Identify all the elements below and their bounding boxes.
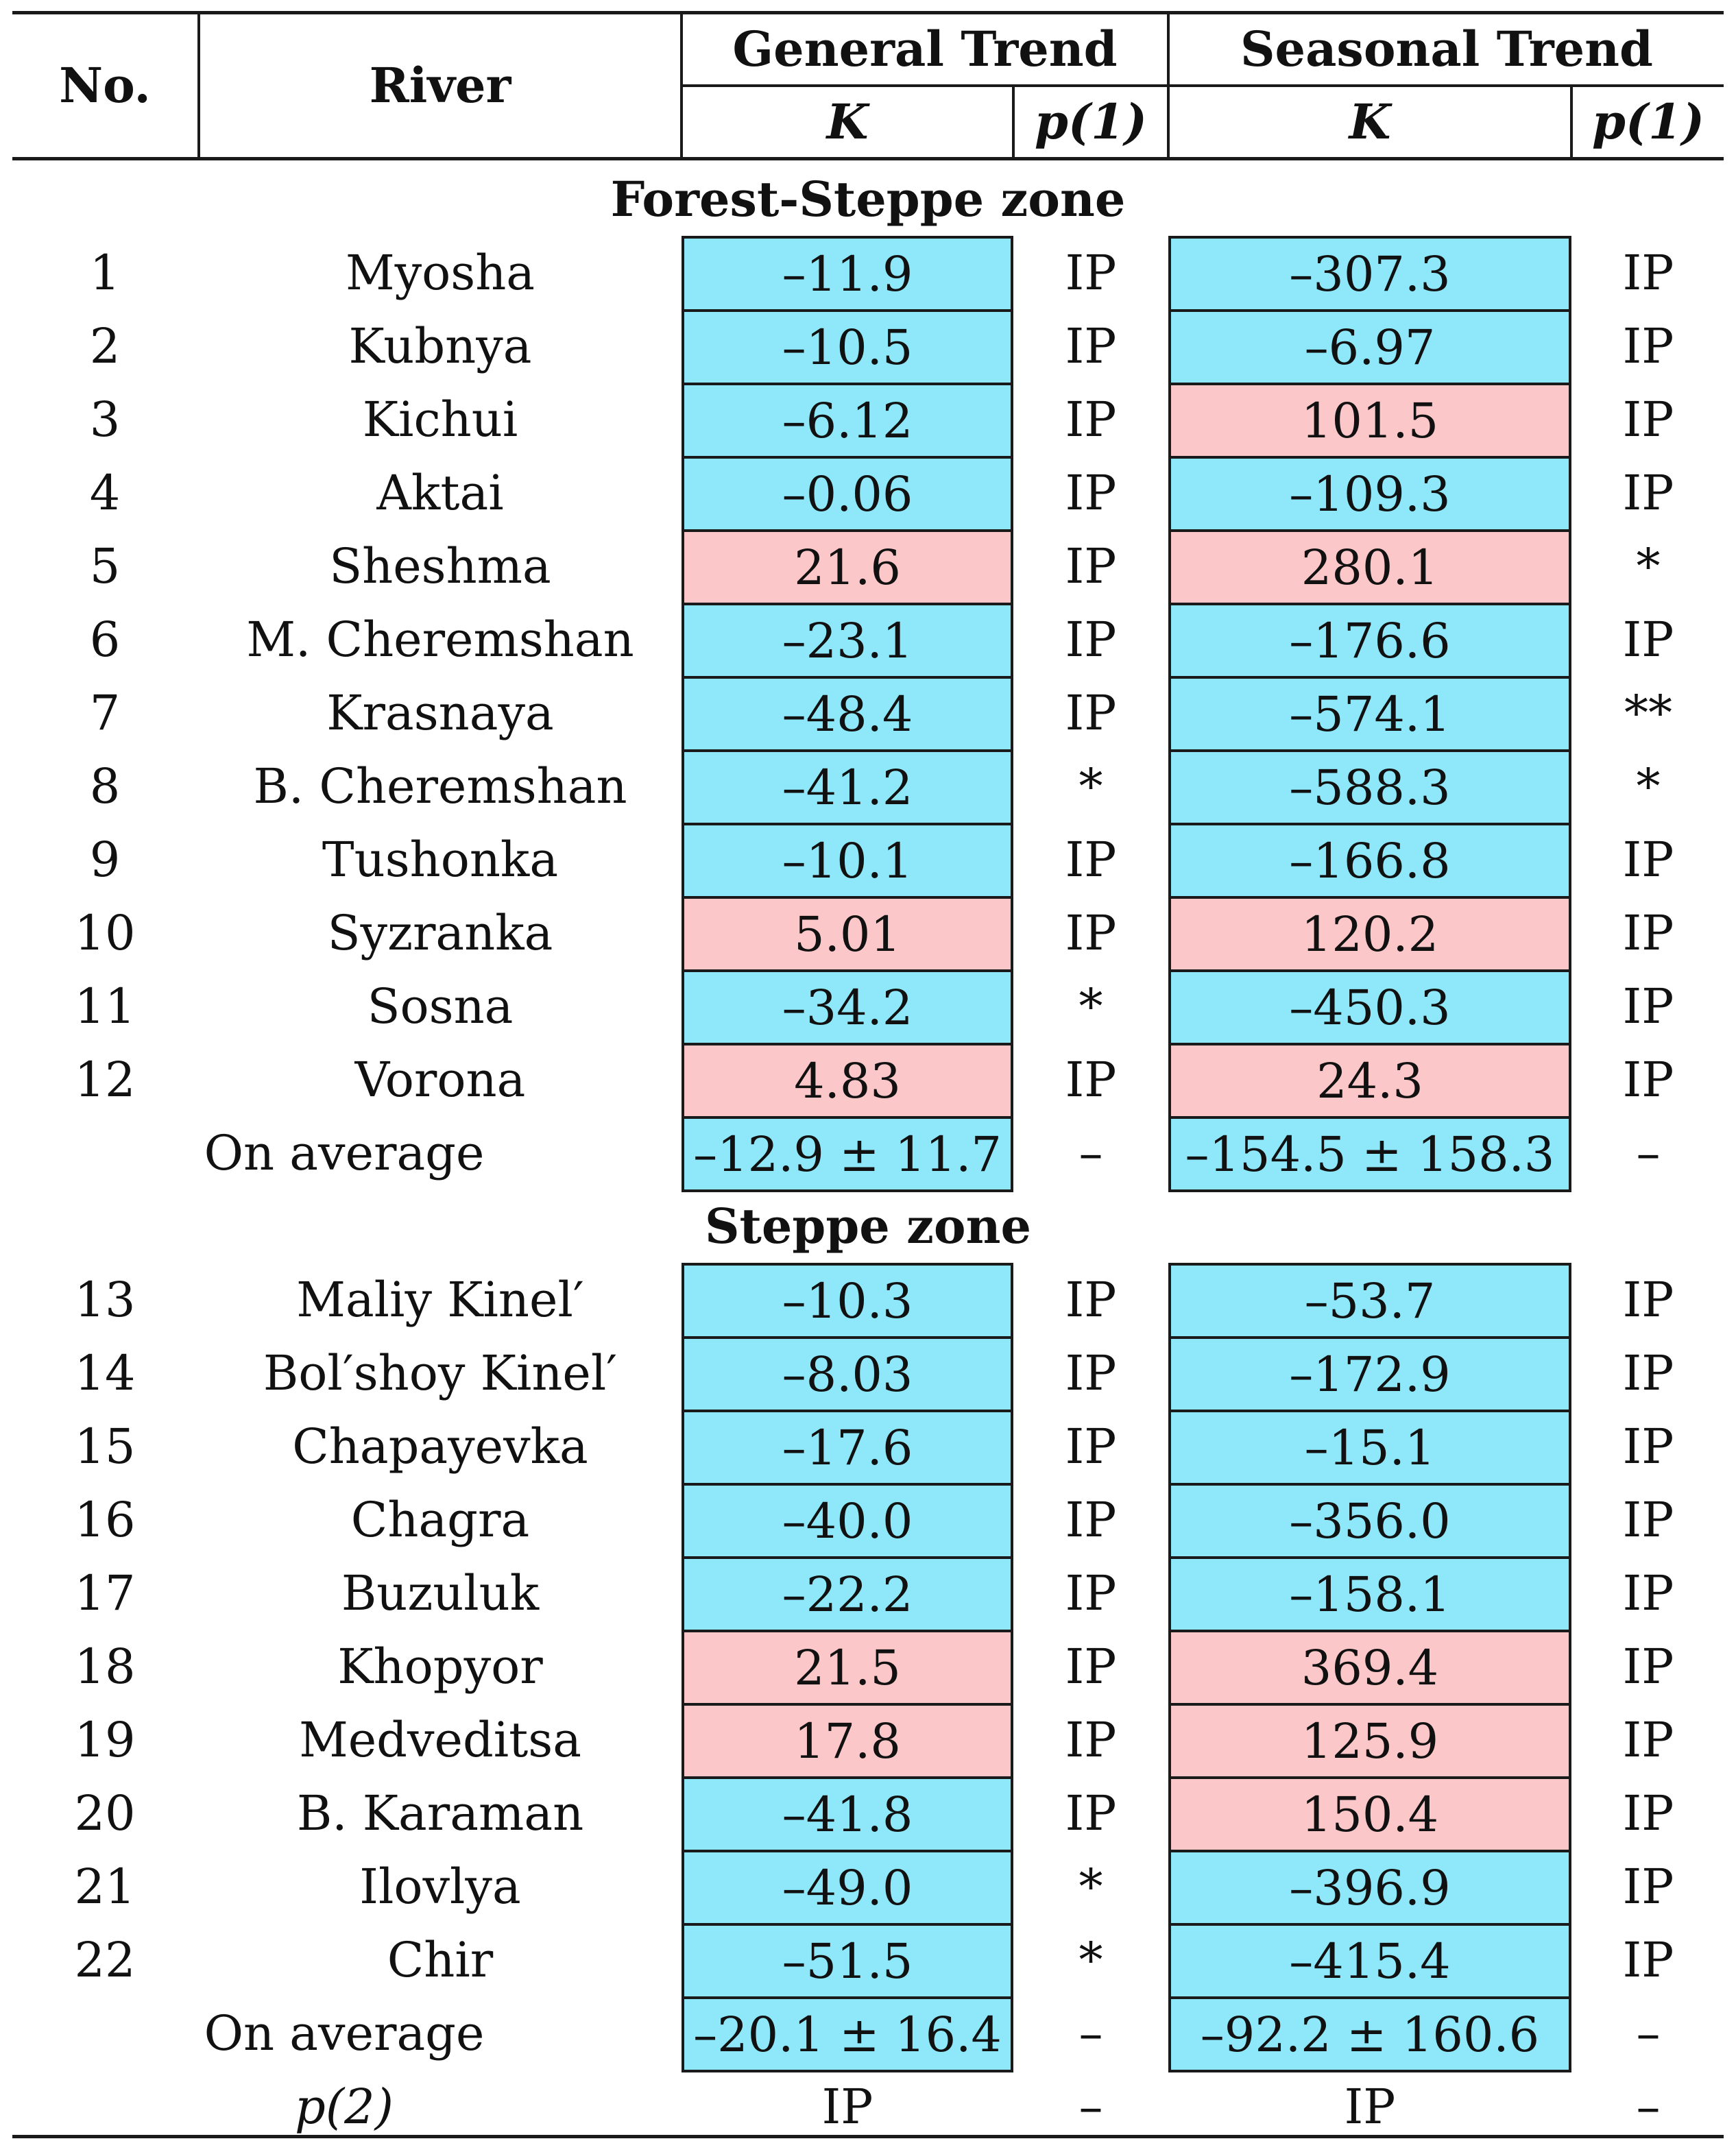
seasonal-p1-value: IP xyxy=(1622,464,1674,521)
seasonal-p1-value: IP xyxy=(1622,1491,1674,1548)
river-name: Sosna xyxy=(367,978,514,1035)
row-number: 13 xyxy=(74,1271,136,1328)
seasonal-p1-value: IP xyxy=(1622,317,1674,374)
row-number: 22 xyxy=(74,1931,136,1988)
row-number: 11 xyxy=(74,978,136,1035)
seasonal-p1-value: IP xyxy=(1622,1418,1674,1475)
seasonal-k-value: –396.9 xyxy=(1168,1850,1571,1926)
seasonal-k-value: 24.3 xyxy=(1168,1043,1571,1119)
zone-title: Forest-Steppe zone xyxy=(610,171,1126,228)
seasonal-k-value: –307.3 xyxy=(1168,236,1571,312)
footer-seasonal-k: IP xyxy=(1344,2078,1396,2135)
row-number: 21 xyxy=(74,1858,136,1915)
general-k-value: 17.8 xyxy=(682,1703,1013,1779)
general-k-value: –23.1 xyxy=(682,603,1013,679)
seasonal-k-value: –53.7 xyxy=(1168,1263,1571,1339)
river-name: Medveditsa xyxy=(299,1711,581,1768)
seasonal-p1-value: IP xyxy=(1622,1271,1674,1328)
river-name: Chagra xyxy=(350,1491,530,1548)
seasonal-k-value: –172.9 xyxy=(1168,1336,1571,1412)
bottom-rule xyxy=(12,2135,1724,2138)
river-name: Khopyor xyxy=(337,1638,543,1695)
seasonal-p1-value: IP xyxy=(1622,1858,1674,1915)
general-k-value: –17.6 xyxy=(682,1410,1013,1486)
header-river: River xyxy=(369,57,511,114)
footer-p2-label: p(2) xyxy=(295,2078,394,2135)
seasonal-p1-value: IP xyxy=(1622,831,1674,888)
header-seasonal-trend: Seasonal Trend xyxy=(1240,21,1653,77)
general-p1-value: IP xyxy=(1065,1564,1117,1621)
seasonal-p1-value: IP xyxy=(1622,1711,1674,1768)
river-name: Aktai xyxy=(376,464,504,521)
zone-title: Steppe zone xyxy=(704,1198,1032,1255)
river-name: Chapayevka xyxy=(292,1418,588,1475)
river-name: Buzuluk xyxy=(341,1564,540,1621)
seasonal-p1-value: IP xyxy=(1622,1344,1674,1401)
general-p1-value: IP xyxy=(1065,1785,1117,1841)
seasonal-p1-value: IP xyxy=(1622,244,1674,301)
header-seasonal-p1: p(1) xyxy=(1592,93,1704,150)
general-p1-value: * xyxy=(1078,1858,1103,1915)
general-p1-value: IP xyxy=(1065,831,1117,888)
row-number: 1 xyxy=(89,244,121,301)
general-k-value: –22.2 xyxy=(682,1556,1013,1632)
general-k-value: –49.0 xyxy=(682,1850,1013,1926)
river-name: Ilovlya xyxy=(359,1858,521,1915)
seasonal-k-value: 280.1 xyxy=(1168,529,1571,605)
general-p1-value: IP xyxy=(1065,317,1117,374)
row-number: 15 xyxy=(74,1418,136,1475)
general-k-value: –10.5 xyxy=(682,309,1013,385)
seasonal-k-value: –176.6 xyxy=(1168,603,1571,679)
general-p1-value: IP xyxy=(1065,1418,1117,1475)
seasonal-p1-value: IP xyxy=(1622,1931,1674,1988)
seasonal-p1-value: * xyxy=(1636,758,1661,814)
seasonal-k-value: 120.2 xyxy=(1168,896,1571,972)
general-p1-value: * xyxy=(1078,978,1103,1035)
general-p1-value: IP xyxy=(1065,1271,1117,1328)
seasonal-k-value: –6.97 xyxy=(1168,309,1571,385)
general-p1-value: IP xyxy=(1065,391,1117,448)
row-number: 10 xyxy=(74,904,136,961)
general-k-value: –41.2 xyxy=(682,749,1013,825)
general-p1-average: – xyxy=(1078,2005,1103,2062)
seasonal-k-value: –450.3 xyxy=(1168,969,1571,1045)
general-k-value: 5.01 xyxy=(682,896,1013,972)
seasonal-k-value: –166.8 xyxy=(1168,823,1571,899)
general-p1-value: IP xyxy=(1065,244,1117,301)
general-p1-value: * xyxy=(1078,758,1103,814)
river-name: Vorona xyxy=(354,1051,526,1108)
seasonal-p1-value: ** xyxy=(1624,684,1672,741)
row-number: 12 xyxy=(74,1051,136,1108)
river-name: Tushonka xyxy=(322,831,559,888)
river-name: Syzranka xyxy=(327,904,553,961)
seasonal-k-value: –158.1 xyxy=(1168,1556,1571,1632)
header-general-trend: General Trend xyxy=(732,21,1118,77)
footer-general-p1: – xyxy=(1078,2078,1103,2135)
general-k-value: –10.3 xyxy=(682,1263,1013,1339)
general-p1-average: – xyxy=(1078,1124,1103,1181)
row-number: 5 xyxy=(89,537,121,594)
general-k-value: –10.1 xyxy=(682,823,1013,899)
general-k-value: –8.03 xyxy=(682,1336,1013,1412)
row-number: 18 xyxy=(74,1638,136,1695)
row-number: 9 xyxy=(89,831,121,888)
general-p1-value: IP xyxy=(1065,464,1117,521)
seasonal-p1-value: IP xyxy=(1622,391,1674,448)
river-name: Myosha xyxy=(345,244,535,301)
row-number: 3 xyxy=(89,391,121,448)
general-k-average: –20.1 ± 16.4 xyxy=(682,1996,1013,2072)
general-k-value: 4.83 xyxy=(682,1043,1013,1119)
general-k-value: 21.6 xyxy=(682,529,1013,605)
general-k-average: –12.9 ± 11.7 xyxy=(682,1116,1013,1192)
river-name: Krasnaya xyxy=(326,684,554,741)
row-number: 16 xyxy=(74,1491,136,1548)
general-p1-value: IP xyxy=(1065,1344,1117,1401)
general-k-value: –11.9 xyxy=(682,236,1013,312)
general-p1-value: IP xyxy=(1065,684,1117,741)
river-name: B. Cheremshan xyxy=(253,758,627,814)
row-number: 17 xyxy=(74,1564,136,1621)
average-label: On average xyxy=(204,2005,485,2062)
row-number: 2 xyxy=(89,317,121,374)
river-name: Kichui xyxy=(362,391,518,448)
header-general-k: K xyxy=(826,93,869,150)
header-no: No. xyxy=(59,57,151,114)
seasonal-k-value: –15.1 xyxy=(1168,1410,1571,1486)
general-p1-value: IP xyxy=(1065,611,1117,668)
river-name: M. Cheremshan xyxy=(246,611,634,668)
river-name: Sheshma xyxy=(329,537,551,594)
footer-seasonal-p1: – xyxy=(1636,2078,1661,2135)
seasonal-k-average: –154.5 ± 158.3 xyxy=(1168,1116,1571,1192)
seasonal-p1-value: IP xyxy=(1622,978,1674,1035)
general-p1-value: IP xyxy=(1065,1051,1117,1108)
general-k-value: –51.5 xyxy=(682,1923,1013,1999)
river-name: Kubnya xyxy=(348,317,532,374)
river-name: Chir xyxy=(387,1931,494,1988)
row-number: 14 xyxy=(74,1344,136,1401)
general-k-value: –41.8 xyxy=(682,1776,1013,1852)
seasonal-k-value: –356.0 xyxy=(1168,1483,1571,1559)
footer-general-k: IP xyxy=(821,2078,873,2135)
seasonal-k-value: –588.3 xyxy=(1168,749,1571,825)
seasonal-p1-value: IP xyxy=(1622,1785,1674,1841)
row-number: 4 xyxy=(89,464,121,521)
seasonal-p1-value: IP xyxy=(1622,1564,1674,1621)
seasonal-k-value: 125.9 xyxy=(1168,1703,1571,1779)
general-k-value: –6.12 xyxy=(682,383,1013,459)
general-k-value: 21.5 xyxy=(682,1630,1013,1706)
seasonal-k-value: 101.5 xyxy=(1168,383,1571,459)
seasonal-k-value: 150.4 xyxy=(1168,1776,1571,1852)
seasonal-p1-value: IP xyxy=(1622,1051,1674,1108)
river-name: Bol′shoy Kinel′ xyxy=(263,1344,618,1401)
general-k-value: –48.4 xyxy=(682,676,1013,752)
seasonal-k-value: –574.1 xyxy=(1168,676,1571,752)
seasonal-p1-value: * xyxy=(1636,537,1661,594)
general-p1-value: IP xyxy=(1065,904,1117,961)
seasonal-p1-average: – xyxy=(1636,1124,1661,1181)
seasonal-k-value: –109.3 xyxy=(1168,456,1571,532)
general-p1-value: IP xyxy=(1065,1491,1117,1548)
general-k-value: –0.06 xyxy=(682,456,1013,532)
seasonal-k-value: 369.4 xyxy=(1168,1630,1571,1706)
row-number: 20 xyxy=(74,1785,136,1841)
row-number: 19 xyxy=(74,1711,136,1768)
seasonal-p1-value: IP xyxy=(1622,611,1674,668)
row-number: 7 xyxy=(89,684,121,741)
general-p1-value: IP xyxy=(1065,1638,1117,1695)
header-general-p1: p(1) xyxy=(1035,93,1147,150)
river-name: Maliy Kinel′ xyxy=(296,1271,584,1328)
seasonal-k-value: –415.4 xyxy=(1168,1923,1571,1999)
seasonal-p1-value: IP xyxy=(1622,904,1674,961)
seasonal-p1-value: IP xyxy=(1622,1638,1674,1695)
average-label: On average xyxy=(204,1124,485,1181)
header-seasonal-k: K xyxy=(1349,93,1391,150)
row-number: 6 xyxy=(89,611,121,668)
general-p1-value: IP xyxy=(1065,537,1117,594)
general-k-value: –34.2 xyxy=(682,969,1013,1045)
river-name: B. Karaman xyxy=(296,1785,584,1841)
seasonal-p1-average: – xyxy=(1636,2005,1661,2062)
row-number: 8 xyxy=(89,758,121,814)
seasonal-k-average: –92.2 ± 160.6 xyxy=(1168,1996,1571,2072)
general-k-value: –40.0 xyxy=(682,1483,1013,1559)
general-p1-value: * xyxy=(1078,1931,1103,1988)
general-p1-value: IP xyxy=(1065,1711,1117,1768)
